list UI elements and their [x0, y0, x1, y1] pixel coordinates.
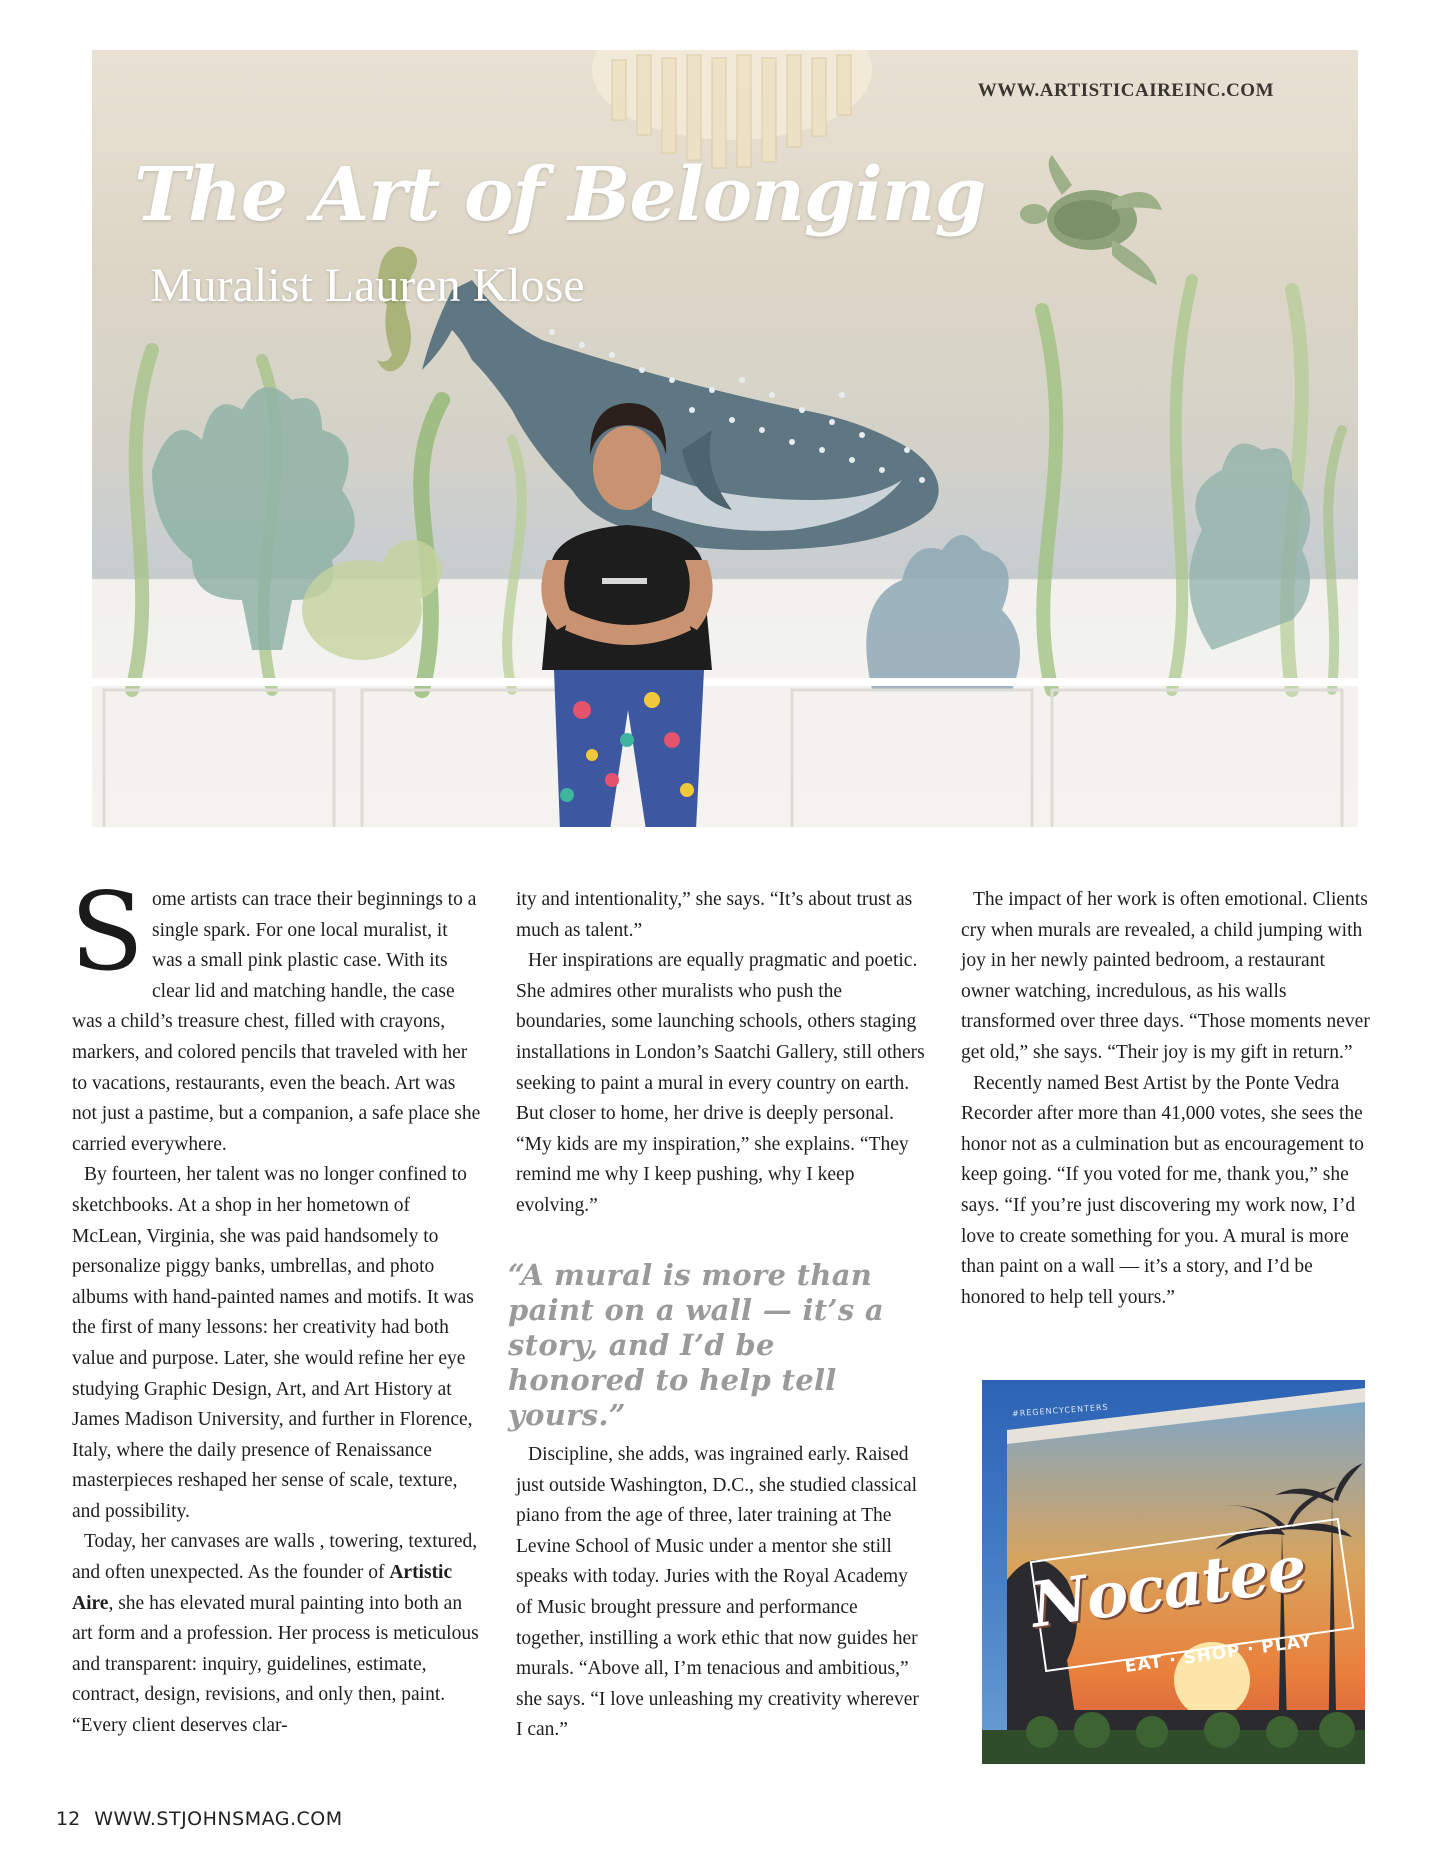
page-number: 12: [56, 1808, 81, 1830]
nocatee-mural-photo: [982, 1380, 1365, 1764]
mural-tagline: EAT · SHOP · PLAY: [1123, 1630, 1314, 1678]
paragraph: Recently named Best Artist by the Ponte Vedra Recorder after more than 41,000 votes, she sees the honor not as a culmination but as encouragement to keep going. “If you voted for me, thank you,” she says. “If you’re just discovering my work now, I’d love to create something for you. A mural is more than paint on a wall — it’s a story, and I’d be honored to help tell yours.”: [961, 1072, 1364, 1308]
paragraph-text: Today, her canvases are walls , towering, textured, and often unexpected. As the founder of: [72, 1531, 478, 1584]
building-sign: #REGENCYCENTERS: [1011, 1402, 1109, 1419]
company-name: Artistic Aire: [72, 1562, 453, 1614]
pull-quote: “A mural is more than paint on a wall — it’s a story, and I’d be honored to help tell yours.”: [508, 1258, 884, 1432]
paragraph-text: ome artists can trace their beginnings to a single spark. For one local muralist, it was a small pink plastic case. With its clear lid and matching handle, the case was a child’s treasure chest, filled with crayons, markers, and colored pencils that traveled with her to vacations, restaurants, even the beach. Art was not just a pastime, but a companion, a safe place she carried everywhere.: [72, 889, 481, 1155]
paragraph: Her inspirations are equally pragmatic and poetic. She admires other muralists who push the boundaries, some launching schools, others staging installations in London’s Saatchi Gallery, still others seeking to paint a mural in every country on earth. But closer to home, her drive is deeply personal. “My kids are my inspiration,” she explains. “They remind me why I keep pushing, why I keep evolving.”: [516, 950, 925, 1216]
paragraph: Discipline, she adds, was ingrained early. Raised just outside Washington, D.C., she studied classical piano from the age of three, later training at The Levine School of Music under a mentor she still speaks with today. Juries with the Royal Academy of Music brought pressure and performance together, instilling a work ethic that now guides her murals. “Above all, I’m tenacious and ambitious,” she says. “I love unleashing my creativity wherever I can.”: [516, 1444, 919, 1741]
paragraph: [72, 1527, 482, 1741]
hero-photo: [92, 50, 1358, 827]
mural-script-text: Nocatee: [1026, 1531, 1311, 1642]
article-column-2: [516, 885, 926, 1222]
article-subtitle: Muralist Lauren Klose: [150, 259, 585, 312]
drop-cap: S: [70, 870, 144, 995]
page-footer: [56, 1808, 343, 1830]
paragraph: By fourteen, her talent was no longer confined to sketchbooks. At a shop in her hometown of McLean, Virginia, she was paid handsomely to personalize piggy banks, umbrellas, and photo albums with hand-painted names and motifs. It was the first of many lessons: her creativity had both value and purpose. Later, she would refine her eye studying Graphic Design, Art, and Art History at James Madison University, and further in Florence, Italy, where the daily presence of Renaissance masterpieces reshaped her sense of scale, texture, and possibility.: [72, 1164, 474, 1522]
paragraph: ity and intentionality,” she says. “It’s about trust as much as talent.”: [516, 889, 913, 941]
magazine-url[interactable]: WWW.STJOHNSMAG.COM: [94, 1808, 343, 1830]
article-column-2-continued: [516, 1440, 926, 1746]
whale-shark-icon: [422, 280, 939, 550]
paragraph: The impact of her work is often emotional. Clients cry when murals are revealed, a child jumping with joy in her newly painted bedroom, a restaurant owner watching, incredulous, as his walls transformed over three days. “Those moments never get old,” she says. “Their joy is my gift in return.”: [961, 889, 1370, 1063]
sea-turtle-icon: [1020, 155, 1162, 285]
website-url[interactable]: WWW.ARTISTICAIREINC.COM: [977, 80, 1274, 101]
article-column-1: [70, 870, 482, 1742]
paragraph-text: , she has elevated mural painting into both an art form and a profession. Her process is meticulous and transparent: inquiry, guidelines, estimate, contract, design, revisions, and only then, paint. “Every client deserves clar-: [72, 1592, 479, 1737]
article-column-3: [961, 885, 1371, 1313]
article-title: The Art of Belonging: [134, 152, 986, 238]
chandelier-icon: [592, 50, 872, 168]
paragraph: [70, 870, 482, 1160]
